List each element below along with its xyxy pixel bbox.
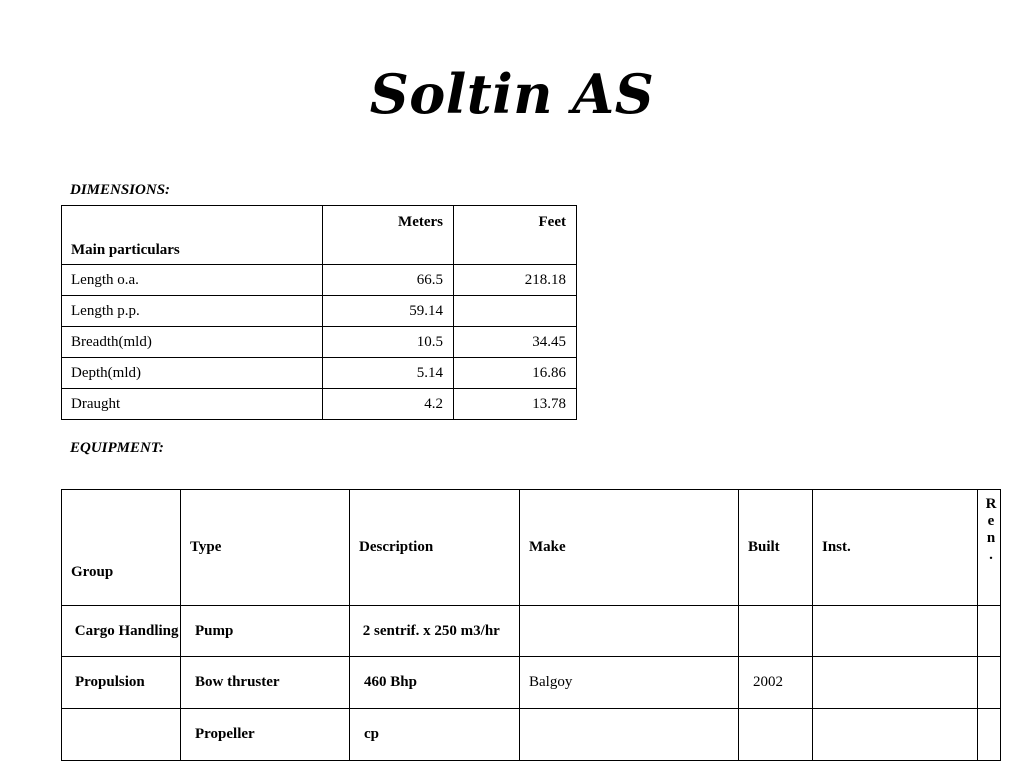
header-group: Group [62, 490, 181, 606]
cell-description: 2 sentrif. x 250 m3/hr [350, 606, 520, 657]
header-ren-char: e [987, 513, 995, 529]
cell-type: Propeller [181, 709, 350, 761]
cell-particular: Length o.a. [62, 265, 323, 296]
header-type: Type [181, 490, 350, 606]
cell-meters: 66.5 [323, 265, 454, 296]
cell-ren [978, 657, 1001, 709]
table-header-row [62, 206, 577, 265]
header-ren-char: . [989, 547, 993, 563]
table-row [62, 327, 577, 358]
cell-meters: 59.14 [323, 296, 454, 327]
dimensions-label: DIMENSIONS: [70, 182, 171, 198]
table-row [62, 657, 1001, 709]
cell-make [520, 709, 739, 761]
header-meters: Meters [323, 206, 454, 265]
cell-built: 2002 [739, 657, 813, 709]
header-ren-char: R [985, 496, 997, 512]
cell-make [520, 606, 739, 657]
header-ren-char: n [986, 530, 996, 546]
header-feet: Feet [454, 206, 577, 265]
cell-built [739, 606, 813, 657]
header-make: Make [520, 490, 739, 606]
cell-meters: 5.14 [323, 358, 454, 389]
table-row [62, 606, 1001, 657]
cell-feet: 34.45 [454, 327, 577, 358]
cell-meters: 4.2 [323, 389, 454, 420]
cell-feet: 13.78 [454, 389, 577, 420]
table-row [62, 709, 1001, 761]
table-row [62, 265, 577, 296]
dimensions-table [61, 205, 577, 420]
table-header-row [62, 490, 1001, 606]
cell-inst [813, 657, 978, 709]
cell-description: cp [350, 709, 520, 761]
table-row [62, 358, 577, 389]
cell-meters: 10.5 [323, 327, 454, 358]
header-description: Description [350, 490, 520, 606]
equipment-label: EQUIPMENT: [70, 440, 164, 456]
cell-description: 460 Bhp [350, 657, 520, 709]
cell-feet: 16.86 [454, 358, 577, 389]
cell-ren [978, 606, 1001, 657]
cell-particular: Depth(mld) [62, 358, 323, 389]
cell-inst [813, 606, 978, 657]
cell-feet: 218.18 [454, 265, 577, 296]
cell-inst [813, 709, 978, 761]
cell-built [739, 709, 813, 761]
header-main-particulars: Main particulars [62, 206, 323, 265]
cell-particular: Length p.p. [62, 296, 323, 327]
table-row [62, 389, 577, 420]
header-ren [978, 490, 1001, 606]
table-row [62, 296, 577, 327]
cell-particular: Draught [62, 389, 323, 420]
cell-group [62, 709, 181, 761]
equipment-table [61, 489, 1001, 761]
page-title: Soltin AS [369, 62, 655, 126]
cell-feet [454, 296, 577, 327]
cell-make: Balgoy [520, 657, 739, 709]
cell-group: Propulsion [62, 657, 181, 709]
header-built: Built [739, 490, 813, 606]
cell-group: Cargo Handling [62, 606, 181, 657]
cell-type: Bow thruster [181, 657, 350, 709]
cell-particular: Breadth(mld) [62, 327, 323, 358]
cell-type: Pump [181, 606, 350, 657]
cell-ren [978, 709, 1001, 761]
header-inst: Inst. [813, 490, 978, 606]
